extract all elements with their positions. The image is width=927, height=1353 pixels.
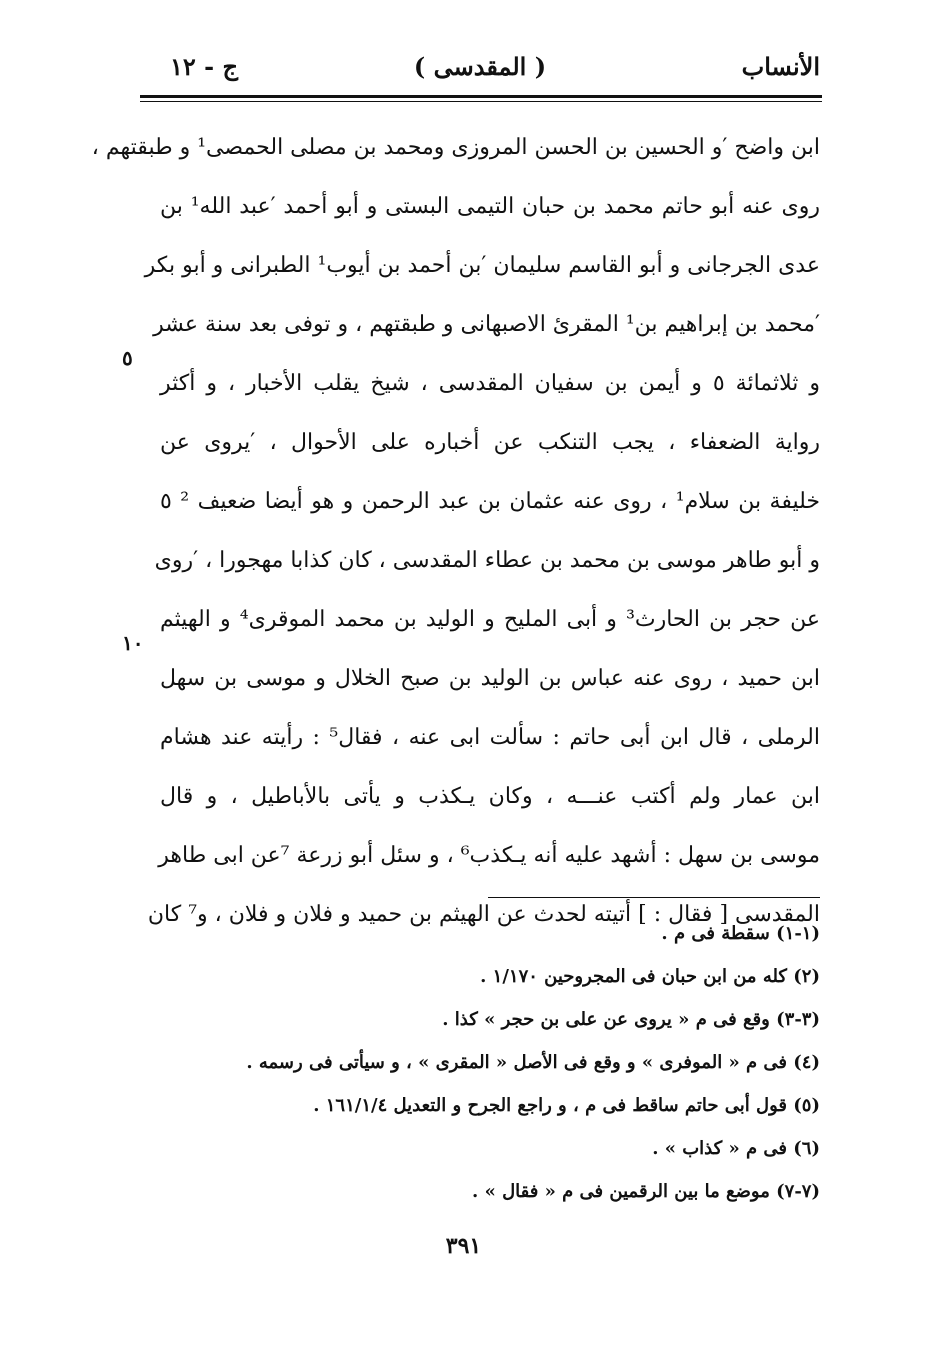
text-line: رواية الضعفاء ، يجب التنكب عن أخباره على الأحوال ، ′يروى عن: [160, 430, 820, 455]
header-rule-thin: [140, 101, 822, 102]
footnote: (٢) كله من ابن حبان فى المجروحين ١/١٧٠ .: [480, 966, 820, 987]
text-line: الرملى ، قال ابن أبى حاتم : سألت ابى عنه ، فقال⁵ : رأيته عند هشام: [160, 725, 820, 750]
text-line: عن حجر بن الحارث³ و أبى المليح و الوليد بن محمد الموقرى⁴ و الهيثم: [160, 607, 821, 632]
running-header: [140, 52, 820, 92]
margin-line-number-5: ٥: [122, 346, 133, 370]
text-line: ابن عمار ولم أكتب عنـــه ، وكان يـكذب و يأتى بالأباطيل ، و قال: [160, 784, 820, 809]
text-line: روى عنه أبو حاتم محمد بن حبان التيمى البستى و أبو أحمد ′عبد الله¹ بن: [160, 194, 820, 219]
text-line: و أبو طاهر موسى بن محمد بن عطاء المقدسى ، كان كذابا مهجورا ، ′روى: [154, 548, 820, 573]
footnote: (٤) فى م « الموفرى » و وقع فى الأصل « المقرى » ، و سيأتى فى رسمه .: [246, 1052, 820, 1073]
footnote: (٥) قول أبى حاتم ساقط فى م ، و راجع الجرح و التعديل ١٦١/١/٤ .: [313, 1095, 820, 1116]
footnote: (٧-٧) موضع ما بين الرقمين فى م « فقال » .: [472, 1181, 820, 1202]
header-rule: [140, 95, 822, 98]
text-line: عدى الجرجانى و أبو القاسم سليمان ′بن أحمد بن أيوب¹ الطبرانى و أبو بكر: [144, 253, 820, 278]
text-line: ′محمد بن إبراهيم بن¹ المقرئ الاصبهانى و طبقتهم ، و توفى بعد سنة عشر: [153, 312, 820, 337]
footnote: (١-١) سقطة فى م .: [661, 923, 820, 944]
text-line: و ثلاثمائة ٥ و أيمن بن سفيان المقدسى ، شيخ يقلب الأخبار ، و أكثر: [160, 371, 820, 396]
text-line: المقدسى [ فقال : ] أتيته لحدث عن الهيثم بن حميد و فلان و فلان ، و⁷ كان: [147, 902, 820, 927]
footnote-separator: [488, 897, 820, 898]
book-title: الأنساب: [741, 52, 820, 81]
text-line: ابن حميد ، روى عنه عباس بن الوليد بن صبح الخلال و موسى بن سهل: [160, 666, 820, 691]
footnote: (٣-٣) وقع فى م « يروى عن على بن حجر » كذا .: [442, 1009, 820, 1030]
margin-line-number-10: ١٠: [122, 631, 144, 655]
footnotes: [180, 912, 820, 1213]
entry-heading: ( المقدسى ): [413, 52, 547, 81]
volume-label: ج - ١٢: [170, 52, 238, 81]
text-line: موسى بن سهل : أشهد عليه أنه يـكذب⁶ ، و سئل أبو زرعة ⁷عن ابى طاهر: [158, 843, 820, 868]
footnote: (٦) فى م « كذاب » .: [652, 1138, 820, 1159]
text-line: ابن واضح ′و الحسين بن الحسن المروزى ومحمد بن مصلى الحمصى¹ و طبقتهم ،: [91, 135, 820, 160]
text-line: خليفة بن سلام¹ ، روى عنه عثمان بن عبد الرحمن و هو أيضا ضعيف ² ٥: [160, 489, 820, 514]
page-number: ٣٩١: [445, 1233, 482, 1259]
